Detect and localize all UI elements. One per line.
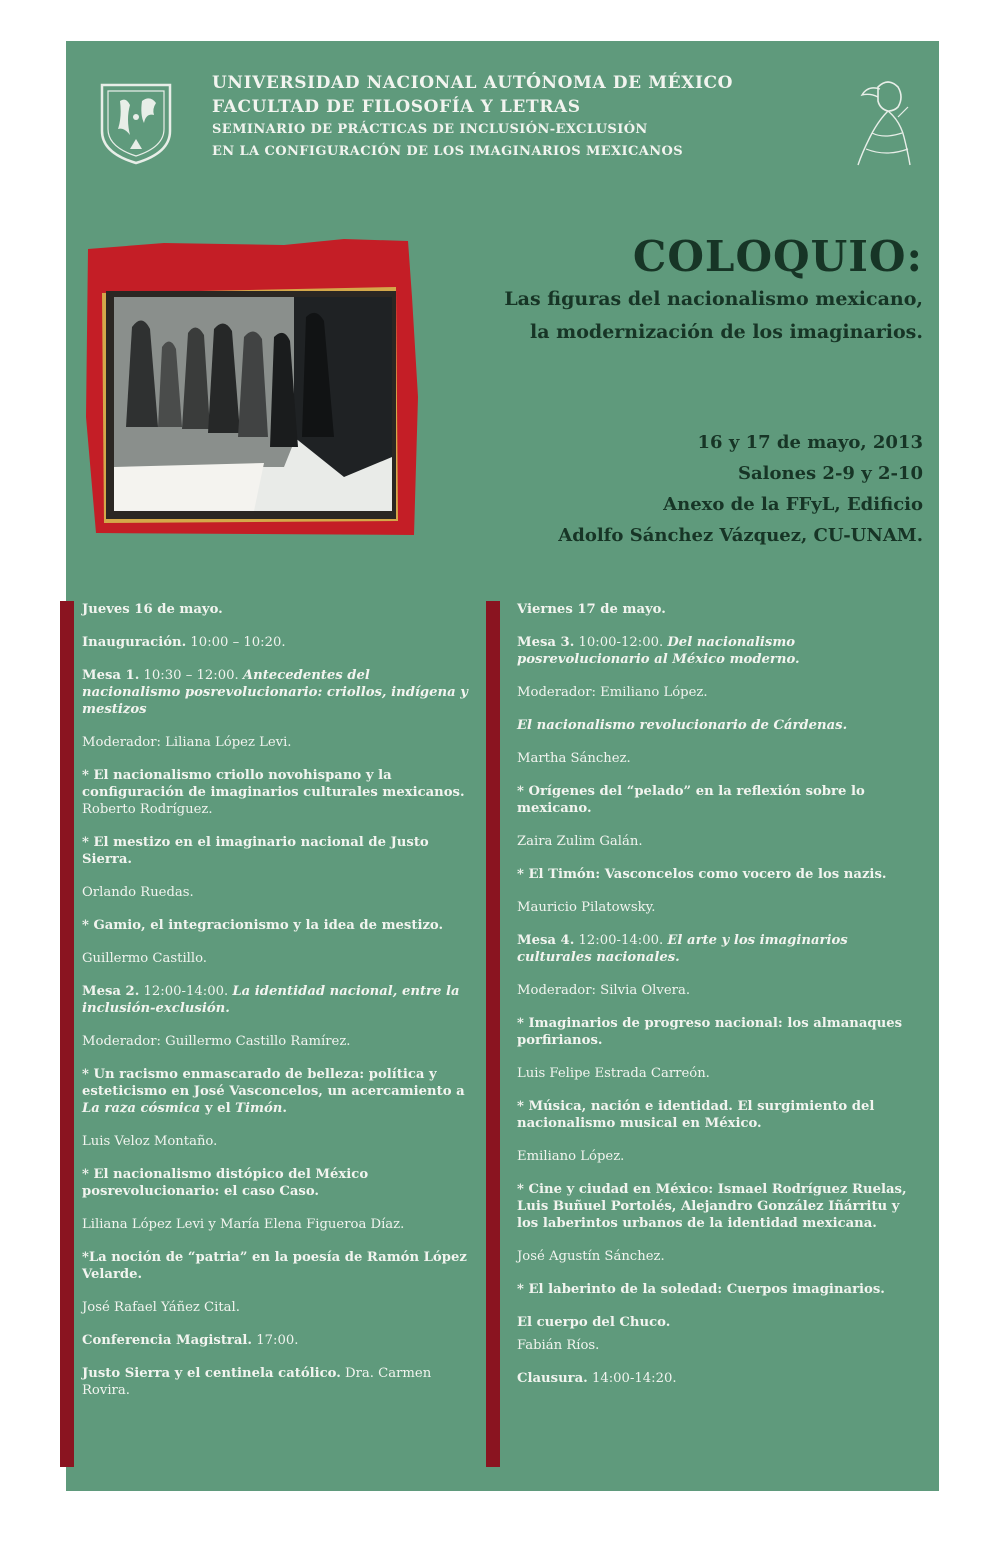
clausura-label: Clausura.	[517, 1371, 588, 1386]
right-column-bar	[486, 601, 500, 1467]
mesa1-moderator: Moderador: Liliana López Levi.	[82, 735, 292, 750]
day2-talk6-author: José Agustín Sánchez.	[517, 1249, 665, 1264]
day1-talk4-author: Luis Veloz Montaño.	[82, 1134, 218, 1149]
mural-photo	[84, 237, 426, 537]
event-place-line-2: Adolfo Sánchez Vázquez, CU-UNAM.	[558, 525, 923, 546]
mesa4-time: 12:00-14:00.	[574, 933, 668, 948]
day1-talk5-author: Liliana López Levi y María Elena Figueroa Díaz.	[82, 1217, 405, 1232]
day2-talk3-author: Mauricio Pilatowsky.	[517, 900, 656, 915]
day1-talk6-title: *La noción de “patria” en la poesía de Ramón López Velarde.	[82, 1250, 467, 1282]
mesa2-title: La identidad nacional, entre la inclusión-exclusión.	[82, 984, 460, 1016]
mesa4-label: Mesa 4.	[517, 933, 575, 948]
left-column-bar	[60, 601, 74, 1467]
day2-talk3-title: * El Timón: Vasconcelos como vocero de los nazis.	[517, 867, 887, 882]
event-subtitle-line-1: Las figuras del nacionalismo mexicano,	[504, 288, 923, 310]
mesa3-title: Del nacionalismo posrevolucionario al México moderno.	[517, 635, 800, 667]
conference-label: Conferencia Magistral.	[82, 1333, 253, 1348]
unam-crest-icon	[96, 79, 176, 165]
day1-talk4-part2: y el	[200, 1101, 236, 1116]
mesa4-moderator: Moderador: Silvia Olvera.	[517, 983, 691, 998]
mesa2-moderator: Moderador: Guillermo Castillo Ramírez.	[82, 1034, 351, 1049]
event-details	[403, 427, 923, 551]
day2-talk5-author: Emiliano López.	[517, 1149, 625, 1164]
day2-heading: Viernes 17 de mayo.	[517, 602, 666, 617]
day2-talk7-subtitle: El cuerpo del Chuco.	[517, 1315, 671, 1330]
seminar-line-1: SEMINARIO DE PRÁCTICAS DE INCLUSIÓN-EXCLUSIÓN	[212, 122, 648, 137]
day1-talk1-title: * El nacionalismo criollo novohispano y la configuración de imaginarios culturales mexicanos.	[82, 768, 465, 800]
seminar-line-2: EN LA CONFIGURACIÓN DE LOS IMAGINARIOS MEXICANOS	[212, 144, 684, 159]
day1-talk3-title: * Gamio, el integracionismo y la idea de mestizo.	[82, 918, 444, 933]
day1-program	[82, 601, 472, 1415]
event-place-line-1: Anexo de la FFyL, Edificio	[663, 494, 923, 515]
mesa2-time: 12:00-14:00.	[139, 984, 233, 999]
day1-heading: Jueves 16 de mayo.	[82, 602, 223, 617]
day1-talk3-author: Guillermo Castillo.	[82, 951, 207, 966]
day1-talk4-part1: * Un racismo enmascarado de belleza: política y esteticismo en José Vasconcelos, un acercamiento a	[82, 1067, 465, 1099]
conference-title: Justo Sierra y el centinela católico.	[82, 1366, 341, 1381]
mesa4-title: El arte y los imaginarios culturales nacionales.	[517, 933, 848, 965]
day2-talk1-author: Martha Sánchez.	[517, 751, 631, 766]
event-rooms: Salones 2-9 y 2-10	[737, 463, 923, 484]
day1-talk6-author: José Rafael Yáñez Cital.	[82, 1300, 240, 1315]
day1-talk2-author: Orlando Ruedas.	[82, 885, 194, 900]
header-text	[212, 71, 733, 163]
event-title: COLOQUIO:	[632, 232, 923, 281]
day1-talk5-title: * El nacionalismo distópico del México posrevolucionario: el caso Caso.	[82, 1167, 369, 1199]
inauguracion-label: Inauguración.	[82, 635, 187, 650]
day2-talk6-title: * Cine y ciudad en México: Ismael Rodríguez Ruelas, Luis Buñuel Portolés, Alejandro González Iñárritu y los laberintos urbanos de la identidad mexicana.	[517, 1182, 907, 1231]
day2-talk4-title: * Imaginarios de progreso nacional: los almanaques porfirianos.	[517, 1016, 903, 1048]
day1-talk4-italic2: Timón	[235, 1101, 283, 1116]
conference-time: 17:00.	[252, 1333, 299, 1348]
athena-logo-icon	[848, 77, 916, 167]
event-date: 16 y 17 de mayo, 2013	[697, 432, 923, 453]
day2-program	[517, 601, 925, 1403]
mesa2-label: Mesa 2.	[82, 984, 140, 999]
faculty-name: FACULTAD DE FILOSOFÍA Y LETRAS	[212, 97, 581, 117]
day2-talk5-title: * Música, nación e identidad. El surgimiento del nacionalismo musical en México.	[517, 1099, 875, 1131]
day2-talk2-title: * Orígenes del “pelado” en la reflexión sobre lo mexicano.	[517, 784, 865, 816]
day2-talk2-author: Zaira Zulim Galán.	[517, 834, 643, 849]
day1-talk1-author: Roberto Rodríguez.	[82, 802, 213, 817]
poster	[66, 41, 939, 1491]
mesa3-moderator: Moderador: Emiliano López.	[517, 685, 708, 700]
mesa3-label: Mesa 3.	[517, 635, 575, 650]
clausura-time: 14:00-14:20.	[587, 1371, 677, 1386]
day1-talk4-part3: .	[282, 1101, 287, 1116]
day2-talk7-title: * El laberinto de la soledad: Cuerpos imaginarios.	[517, 1282, 885, 1297]
day1-talk2-title: * El mestizo en el imaginario nacional de Justo Sierra.	[82, 835, 429, 867]
day2-talk1-title: El nacionalismo revolucionario de Cárdenas.	[517, 718, 848, 733]
inauguracion-time: 10:00 – 10:20.	[186, 635, 286, 650]
mesa1-label: Mesa 1.	[82, 668, 140, 683]
day1-talk4-italic1: La raza cósmica	[82, 1101, 201, 1116]
event-subtitle-line-2: la modernización de los imaginarios.	[530, 321, 923, 343]
day2-talk7-author: Fabián Ríos.	[517, 1338, 600, 1353]
mesa1-time: 10:30 – 12:00.	[139, 668, 243, 683]
day2-talk4-author: Luis Felipe Estrada Carreón.	[517, 1066, 710, 1081]
mesa3-time: 10:00-12:00.	[574, 635, 668, 650]
title-block	[403, 231, 923, 349]
mesa1-title: Antecedentes del nacionalismo posrevolucionario: criollos, indígena y mestizos	[82, 668, 468, 717]
conference-author: Dra. Carmen Rovira.	[82, 1366, 432, 1398]
university-name: UNIVERSIDAD NACIONAL AUTÓNOMA DE MÉXICO	[212, 73, 734, 93]
